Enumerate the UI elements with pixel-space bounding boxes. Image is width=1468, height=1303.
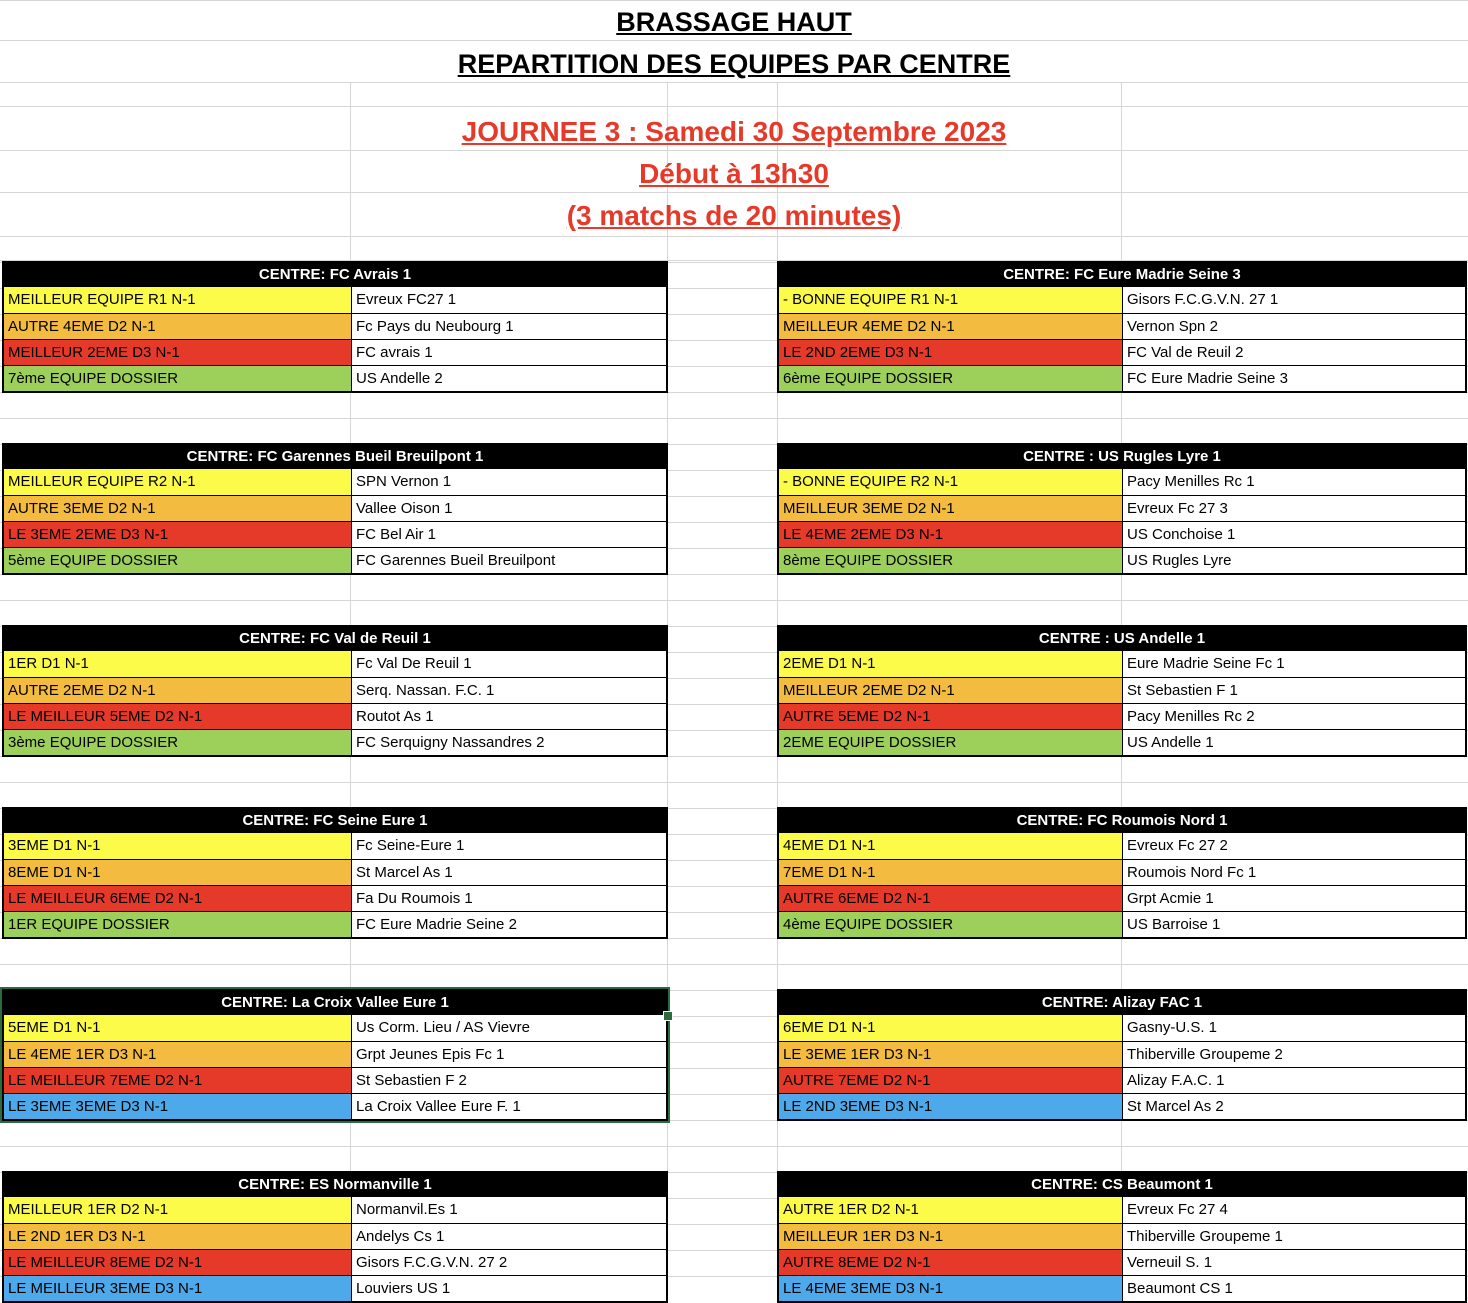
centre-row xyxy=(779,339,1465,365)
centre-header[interactable]: CENTRE: Alizay FAC 1 xyxy=(779,989,1465,1015)
category-cell[interactable]: LE MEILLEUR 6EME D2 N-1 xyxy=(4,886,352,911)
centre-row xyxy=(779,547,1465,573)
centre-table xyxy=(777,443,1467,575)
centre-row xyxy=(779,833,1465,859)
team-cell[interactable]: St Sebastien F 1 xyxy=(1123,678,1465,703)
debut-title: Début à 13h30 xyxy=(639,158,829,189)
centre-row xyxy=(4,287,666,313)
team-cell[interactable]: Alizay F.A.C. 1 xyxy=(1123,1068,1465,1093)
centre-row xyxy=(779,1249,1465,1275)
category-cell[interactable]: MEILLEUR 3EME D2 N-1 xyxy=(779,496,1123,521)
category-cell[interactable]: LE MEILLEUR 3EME D3 N-1 xyxy=(4,1276,352,1301)
category-cell[interactable]: AUTRE 2EME D2 N-1 xyxy=(4,678,352,703)
team-cell[interactable]: Serq. Nassan. F.C. 1 xyxy=(352,678,666,703)
category-cell[interactable]: - BONNE EQUIPE R1 N-1 xyxy=(779,287,1123,313)
centre-row xyxy=(4,911,666,937)
team-cell[interactable]: Louviers US 1 xyxy=(352,1276,666,1301)
centre-row xyxy=(779,703,1465,729)
centre-row xyxy=(4,313,666,339)
category-cell[interactable]: 8ème EQUIPE DOSSIER xyxy=(779,548,1123,573)
category-cell[interactable]: LE 4EME 2EME D3 N-1 xyxy=(779,522,1123,547)
centre-header[interactable]: CENTRE: La Croix Vallee Eure 1 xyxy=(4,989,666,1015)
centre-row xyxy=(779,1093,1465,1119)
category-cell[interactable]: AUTRE 1ER D2 N-1 xyxy=(779,1197,1123,1223)
centre-table xyxy=(2,261,668,393)
category-cell[interactable]: AUTRE 7EME D2 N-1 xyxy=(779,1068,1123,1093)
centre-header[interactable]: CENTRE: CS Beaumont 1 xyxy=(779,1171,1465,1197)
centre-row xyxy=(779,859,1465,885)
category-cell[interactable]: 8EME D1 N-1 xyxy=(4,860,352,885)
team-cell[interactable]: Eure Madrie Seine Fc 1 xyxy=(1123,651,1465,677)
centre-table xyxy=(777,261,1467,393)
team-cell[interactable]: Fc Seine-Eure 1 xyxy=(352,833,666,859)
format-title: (3 matchs de 20 minutes) xyxy=(566,200,902,231)
centre-row xyxy=(779,1067,1465,1093)
centre-header[interactable]: CENTRE: FC Seine Eure 1 xyxy=(4,807,666,833)
centre-header[interactable]: CENTRE : US Andelle 1 xyxy=(779,625,1465,651)
centre-row xyxy=(4,885,666,911)
team-cell[interactable]: Grpt Acmie 1 xyxy=(1123,886,1465,911)
centre-row xyxy=(779,677,1465,703)
team-cell[interactable]: US Andelle 2 xyxy=(352,366,666,391)
team-cell[interactable]: Roumois Nord Fc 1 xyxy=(1123,860,1465,885)
centre-row xyxy=(4,651,666,677)
centre-row xyxy=(4,1041,666,1067)
team-cell[interactable]: Routot As 1 xyxy=(352,704,666,729)
team-cell[interactable]: Fc Val De Reuil 1 xyxy=(352,651,666,677)
centre-table xyxy=(2,989,668,1121)
category-cell[interactable]: 5EME D1 N-1 xyxy=(4,1015,352,1041)
team-cell[interactable]: SPN Vernon 1 xyxy=(352,469,666,495)
centre-table xyxy=(2,807,668,939)
category-cell[interactable]: 1ER EQUIPE DOSSIER xyxy=(4,912,352,937)
centre-row xyxy=(4,1275,666,1301)
category-cell[interactable]: MEILLEUR 1ER D2 N-1 xyxy=(4,1197,352,1223)
category-cell[interactable]: LE 3EME 3EME D3 N-1 xyxy=(4,1094,352,1119)
category-cell[interactable]: LE MEILLEUR 7EME D2 N-1 xyxy=(4,1068,352,1093)
category-cell[interactable]: 7EME D1 N-1 xyxy=(779,860,1123,885)
team-cell[interactable]: FC Eure Madrie Seine 3 xyxy=(1123,366,1465,391)
centre-row xyxy=(4,859,666,885)
team-cell[interactable]: Gisors F.C.G.V.N. 27 2 xyxy=(352,1250,666,1275)
team-cell[interactable]: US Conchoise 1 xyxy=(1123,522,1465,547)
team-cell[interactable]: Pacy Menilles Rc 1 xyxy=(1123,469,1465,495)
centre-row xyxy=(4,1093,666,1119)
category-cell[interactable]: LE 3EME 1ER D3 N-1 xyxy=(779,1042,1123,1067)
centre-row xyxy=(779,911,1465,937)
category-cell[interactable]: LE 3EME 2EME D3 N-1 xyxy=(4,522,352,547)
team-cell[interactable]: FC Garennes Bueil Breuilpont xyxy=(352,548,666,573)
team-cell[interactable]: Grpt Jeunes Epis Fc 1 xyxy=(352,1042,666,1067)
team-cell[interactable]: Pacy Menilles Rc 2 xyxy=(1123,704,1465,729)
centre-row xyxy=(779,1197,1465,1223)
centre-row xyxy=(4,677,666,703)
team-cell[interactable]: US Barroise 1 xyxy=(1123,912,1465,937)
centre-row xyxy=(4,495,666,521)
selection-fill-handle[interactable] xyxy=(663,1011,673,1021)
centre-row xyxy=(4,339,666,365)
category-cell[interactable]: LE 2ND 1ER D3 N-1 xyxy=(4,1224,352,1249)
centre-row xyxy=(779,729,1465,755)
centre-row xyxy=(4,1015,666,1041)
team-cell[interactable]: Vallee Oison 1 xyxy=(352,496,666,521)
category-cell[interactable]: LE 4EME 3EME D3 N-1 xyxy=(779,1276,1123,1301)
centre-row xyxy=(779,1275,1465,1301)
centre-row xyxy=(4,1223,666,1249)
centre-row xyxy=(779,287,1465,313)
team-cell[interactable]: St Marcel As 2 xyxy=(1123,1094,1465,1119)
category-cell[interactable]: AUTRE 5EME D2 N-1 xyxy=(779,704,1123,729)
centre-table xyxy=(777,807,1467,939)
category-cell[interactable]: MEILLEUR 2EME D3 N-1 xyxy=(4,340,352,365)
category-cell[interactable]: LE 2ND 2EME D3 N-1 xyxy=(779,340,1123,365)
journee-title: JOURNEE 3 : Samedi 30 Septembre 2023 xyxy=(461,116,1007,147)
team-cell[interactable]: FC Serquigny Nassandres 2 xyxy=(352,730,666,755)
category-cell[interactable]: - BONNE EQUIPE R2 N-1 xyxy=(779,469,1123,495)
category-cell[interactable]: LE 2ND 3EME D3 N-1 xyxy=(779,1094,1123,1119)
team-cell[interactable]: FC avrais 1 xyxy=(352,340,666,365)
centre-table xyxy=(777,1171,1467,1303)
centre-row xyxy=(779,1041,1465,1067)
category-cell[interactable]: MEILLEUR 4EME D2 N-1 xyxy=(779,314,1123,339)
team-cell[interactable]: Normanvil.Es 1 xyxy=(352,1197,666,1223)
sub-title: REPARTITION DES EQUIPES PAR CENTRE xyxy=(457,49,1011,79)
centre-row xyxy=(779,521,1465,547)
centre-row xyxy=(4,521,666,547)
team-cell[interactable]: Evreux Fc 27 2 xyxy=(1123,833,1465,859)
centre-row xyxy=(779,313,1465,339)
centre-header[interactable]: CENTRE: FC Roumois Nord 1 xyxy=(779,807,1465,833)
team-cell[interactable]: Evreux Fc 27 4 xyxy=(1123,1197,1465,1223)
centre-table xyxy=(2,443,668,575)
team-cell[interactable]: FC Eure Madrie Seine 2 xyxy=(352,912,666,937)
category-cell[interactable]: MEILLEUR EQUIPE R1 N-1 xyxy=(4,287,352,313)
centre-row xyxy=(779,469,1465,495)
team-cell[interactable]: Evreux FC27 1 xyxy=(352,287,666,313)
category-cell[interactable]: MEILLEUR 2EME D2 N-1 xyxy=(779,678,1123,703)
team-cell[interactable]: St Marcel As 1 xyxy=(352,860,666,885)
category-cell[interactable]: AUTRE 6EME D2 N-1 xyxy=(779,886,1123,911)
team-cell[interactable]: US Rugles Lyre xyxy=(1123,548,1465,573)
centre-header[interactable]: CENTRE: FC Garennes Bueil Breuilpont 1 xyxy=(4,443,666,469)
centre-row xyxy=(4,547,666,573)
centre-row xyxy=(4,365,666,391)
team-cell[interactable]: Gisors F.C.G.V.N. 27 1 xyxy=(1123,287,1465,313)
category-cell[interactable]: AUTRE 8EME D2 N-1 xyxy=(779,1250,1123,1275)
centre-row xyxy=(4,833,666,859)
centre-row xyxy=(4,703,666,729)
centre-row xyxy=(779,885,1465,911)
centre-header[interactable]: CENTRE: ES Normanville 1 xyxy=(4,1171,666,1197)
category-cell[interactable]: AUTRE 3EME D2 N-1 xyxy=(4,496,352,521)
category-cell[interactable]: 6ème EQUIPE DOSSIER xyxy=(779,366,1123,391)
category-cell[interactable]: LE 4EME 1ER D3 N-1 xyxy=(4,1042,352,1067)
centre-row xyxy=(4,729,666,755)
team-cell[interactable]: Us Corm. Lieu / AS Vievre xyxy=(352,1015,666,1041)
team-cell[interactable]: Andelys Cs 1 xyxy=(352,1224,666,1249)
category-cell[interactable]: 3ème EQUIPE DOSSIER xyxy=(4,730,352,755)
category-cell[interactable]: 6EME D1 N-1 xyxy=(779,1015,1123,1041)
team-cell[interactable]: Gasny-U.S. 1 xyxy=(1123,1015,1465,1041)
category-cell[interactable]: AUTRE 4EME D2 N-1 xyxy=(4,314,352,339)
centre-row xyxy=(779,1015,1465,1041)
team-cell[interactable]: St Sebastien F 2 xyxy=(352,1068,666,1093)
team-cell[interactable]: La Croix Vallee Eure F. 1 xyxy=(352,1094,666,1119)
centre-table xyxy=(2,625,668,757)
centre-header[interactable]: CENTRE: FC Val de Reuil 1 xyxy=(4,625,666,651)
team-cell[interactable]: FC Val de Reuil 2 xyxy=(1123,340,1465,365)
centre-row xyxy=(4,469,666,495)
centre-row xyxy=(779,1223,1465,1249)
category-cell[interactable]: 4ème EQUIPE DOSSIER xyxy=(779,912,1123,937)
category-cell[interactable]: 7ème EQUIPE DOSSIER xyxy=(4,366,352,391)
category-cell[interactable]: 2EME EQUIPE DOSSIER xyxy=(779,730,1123,755)
centre-row xyxy=(4,1197,666,1223)
centre-row xyxy=(779,651,1465,677)
team-cell[interactable]: Fa Du Roumois 1 xyxy=(352,886,666,911)
category-cell[interactable]: LE MEILLEUR 8EME D2 N-1 xyxy=(4,1250,352,1275)
team-cell[interactable]: Thiberville Groupeme 2 xyxy=(1123,1042,1465,1067)
centre-header[interactable]: CENTRE: FC Avrais 1 xyxy=(4,261,666,287)
category-cell[interactable]: MEILLEUR 1ER D3 N-1 xyxy=(779,1224,1123,1249)
category-cell[interactable]: 4EME D1 N-1 xyxy=(779,833,1123,859)
team-cell[interactable]: US Andelle 1 xyxy=(1123,730,1465,755)
centre-row xyxy=(779,365,1465,391)
centre-header[interactable]: CENTRE : US Rugles Lyre 1 xyxy=(779,443,1465,469)
team-cell[interactable]: Verneuil S. 1 xyxy=(1123,1250,1465,1275)
category-cell[interactable]: 5ème EQUIPE DOSSIER xyxy=(4,548,352,573)
category-cell[interactable]: 3EME D1 N-1 xyxy=(4,833,352,859)
team-cell[interactable]: Thiberville Groupeme 1 xyxy=(1123,1224,1465,1249)
centre-row xyxy=(779,495,1465,521)
centre-table xyxy=(777,625,1467,757)
centre-table xyxy=(777,989,1467,1121)
centre-row xyxy=(4,1067,666,1093)
team-cell[interactable]: Vernon Spn 2 xyxy=(1123,314,1465,339)
team-cell[interactable]: Beaumont CS 1 xyxy=(1123,1276,1465,1301)
category-cell[interactable]: LE MEILLEUR 5EME D2 N-1 xyxy=(4,704,352,729)
centre-table xyxy=(2,1171,668,1303)
team-cell[interactable]: FC Bel Air 1 xyxy=(352,522,666,547)
centre-header[interactable]: CENTRE: FC Eure Madrie Seine 3 xyxy=(779,261,1465,287)
team-cell[interactable]: Fc Pays du Neubourg 1 xyxy=(352,314,666,339)
category-cell[interactable]: MEILLEUR EQUIPE R2 N-1 xyxy=(4,469,352,495)
main-title: BRASSAGE HAUT xyxy=(616,7,852,37)
team-cell[interactable]: Evreux Fc 27 3 xyxy=(1123,496,1465,521)
centre-row xyxy=(4,1249,666,1275)
category-cell[interactable]: 2EME D1 N-1 xyxy=(779,651,1123,677)
category-cell[interactable]: 1ER D1 N-1 xyxy=(4,651,352,677)
